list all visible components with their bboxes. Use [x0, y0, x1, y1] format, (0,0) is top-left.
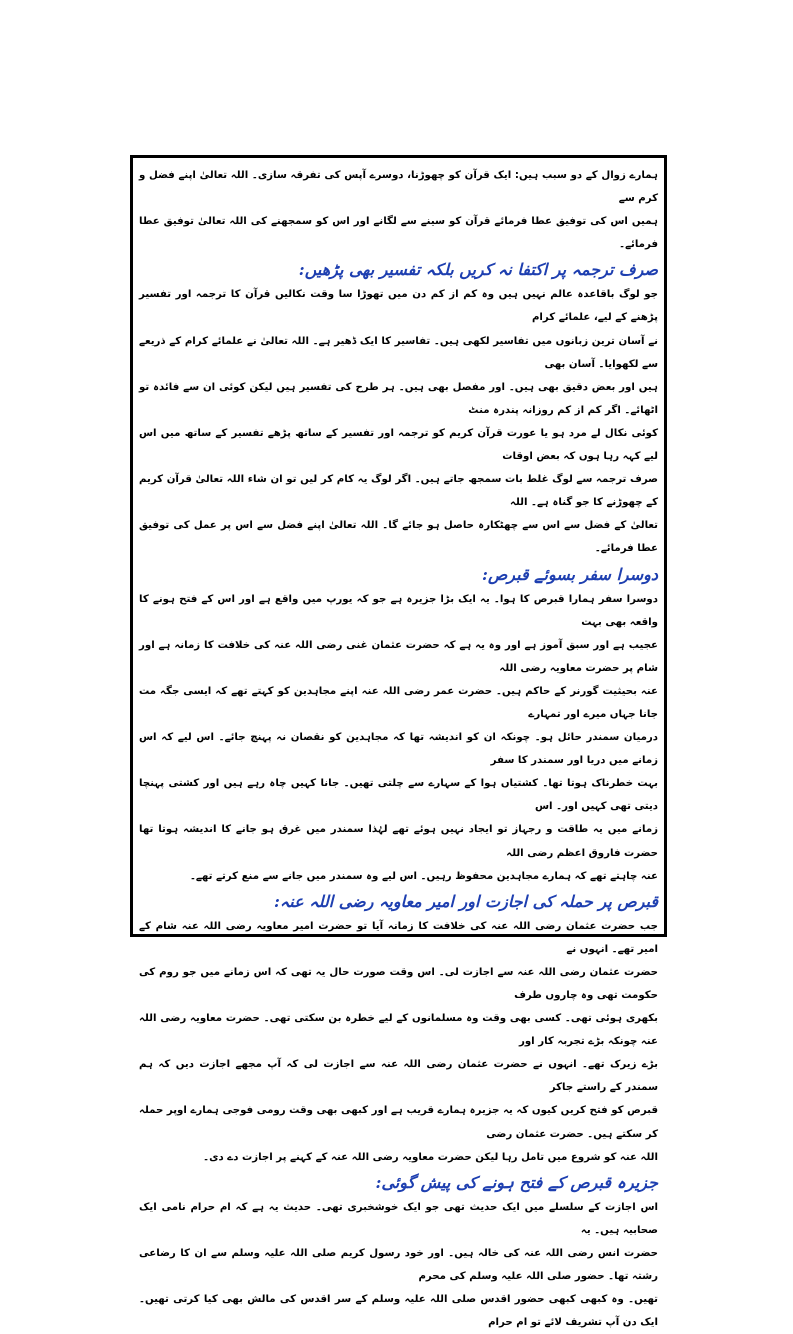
paragraph-line: بہت خطرناک ہوتا تھا۔ کشتیاں ہوا کے سہارے سے چلتی تھیں۔ جانا کہیں چاہ رہے ہیں اور کشتی پہنچا دیتی تھی کہیں اور۔ اس: [139, 778, 658, 813]
paragraph-line: کوئی نکال لے مرد ہو یا عورت قرآن کریم کو ترجمہ اور تفسیر کے ساتھ پڑھے تفسیر کے ساتھ میں اس لیے کہہ رہا ہوں کہ بعض اوقات: [139, 427, 658, 463]
paragraph-line: حضرت انس رضی اللہ عنہ کی خالہ ہیں۔ اور خود رسول کریم صلی اللہ علیہ وسلم سے ان کا رضاعی رشتہ تھا۔ حضور صلی اللہ علیہ وسلم کی محرم: [139, 1247, 658, 1283]
paragraph-line: درمیان سمندر حائل ہو۔ چونکہ ان کو اندیشہ تھا کہ مجاہدین کو نقصان نہ پہنچ جائے۔ اس لیے کہ اس زمانے میں دریا اور سمندر کا سفر: [139, 732, 658, 767]
paragraph-line: بڑے زیرک تھے۔ انہوں نے حضرت عثمان رضی اللہ عنہ سے اجازت لی کہ آپ مجھے اجازت دیں کہ ہم سمندر کے راستے جاکر: [139, 1059, 658, 1094]
paragraph-line: اللہ عنہ کو شروع میں تامل رہا لیکن حضرت معاویہ رضی اللہ عنہ کے کہنے پر اجازت دے دی۔: [203, 1151, 658, 1163]
page-border-frame: [130, 155, 667, 1329]
intro-line: ہمیں اس کی توفیق عطا فرمائے قرآن کو سینے سے لگانے اور اس کو سمجھنے کی اللہ تعالیٰ توفیق عطا فرمائے۔: [139, 216, 658, 251]
paragraph-line: عنہ چاہتے تھے کہ ہمارے مجاہدین محفوظ رہیں۔ اس لیے وہ سمندر میں جانے سے منع کرتے تھے۔: [189, 870, 658, 882]
paragraph-line: نے آسان ترین زبانوں میں تفاسیر لکھی ہیں۔ تفاسیر کا ایک ڈھیر ہے۔ اللہ تعالیٰ نے علمائے کرام کے ذریعے سے لکھوایا۔ آسان بھی: [139, 335, 658, 370]
paragraph-line: زمانے میں یہ طاقت و رجہاز تو ایجاد نہیں ہوئے تھے لہٰذا سمندر میں غرق ہو جانے کا اندیشہ ہوتا تھا حضرت فاروق اعظم رضی اللہ: [139, 824, 658, 859]
section-heading-prophecy: جزیرہ قبرص کے فتح ہونے کی پیش گوئی:: [375, 1172, 658, 1192]
paragraph-line: حضرت عثمان رضی اللہ عنہ سے اجازت لی۔ اس وقت صورت حال یہ تھی کہ اس زمانے میں جو روم کی حکومت تھی وہ چاروں طرف: [139, 966, 658, 1001]
paragraph-line: بکھری ہوئی تھی۔ کسی بھی وقت وہ مسلمانوں کے لیے خطرہ بن سکتی تھی۔ حضرت معاویہ رضی اللہ عنہ چونکہ بڑے تجربہ کار اور: [139, 1013, 658, 1048]
paragraph-line: ہیں اور بعض دقیق بھی ہیں۔ اور مفصل بھی ہیں۔ ہر طرح کی تفسیر ہیں لیکن کوئی ان سے فائدہ تو اٹھائے۔ اگر کم از کم روزانہ پندرہ منٹ: [139, 381, 658, 416]
section-heading-attack-permission: قبرص پر حملہ کی اجازت اور امیر معاویہ رضی اللہ عنہ:: [274, 891, 658, 911]
paragraph-line: صرف ترجمہ سے لوگ غلط بات سمجھ جاتے ہیں۔ اگر لوگ یہ کام کر لیں تو ان شاء اللہ تعالیٰ قرآن کریم کے چھوڑنے کا جو گناہ ہے۔ اللہ: [139, 474, 658, 509]
paragraph-line: تعالیٰ کے فضل سے اس سے چھٹکارہ حاصل ہو جائے گا۔ اللہ تعالیٰ اپنے فضل سے اس پر عمل کی توفیق عطا فرمائے۔: [139, 520, 658, 555]
section-heading-cyprus-journey: دوسرا سفر بسوئے قبرص:: [482, 564, 658, 584]
page-body: [139, 164, 658, 1329]
intro-line: ہمارے زوال کے دو سبب ہیں: ایک قرآن کو چھوڑنا، دوسرے آپس کی تفرقہ سازی۔ اللہ تعالیٰ اپنے فضل و کرم سے: [139, 170, 658, 205]
paragraph-line: عنہ بحیثیت گورنر کے حاکم ہیں۔ حضرت عمر رضی اللہ عنہ اپنے مجاہدین کو کہتے تھے کہ ایسی جگہ مت جانا جہاں میرے اور تمہارے: [139, 685, 658, 720]
section-heading-tafseer: صرف ترجمہ پر اکتفا نہ کریں بلکہ تفسیر بھی پڑھیں:: [298, 260, 658, 280]
paragraph-line: عجیب ہے اور سبق آموز ہے اور وہ یہ ہے کہ حضرت عثمان غنی رضی اللہ عنہ کی خلافت کا زمانہ ہے اور شام پر حضرت معاویہ رضی اللہ: [139, 639, 658, 674]
paragraph-line: جو لوگ باقاعدہ عالم نہیں ہیں وہ کم از کم دن میں تھوڑا سا وقت نکالیں قرآن کا ترجمہ اور تفسیر پڑھنے کے لیے، علمائے کرام: [139, 289, 658, 324]
paragraph-line: تھیں۔ وہ کبھی کبھی حضور اقدس صلی اللہ علیہ وسلم کے سر اقدس کی مالش بھی کیا کرتی تھیں۔ ایک دن آپ تشریف لائے تو ام حرام: [139, 1294, 658, 1329]
paragraph-line: اس اجازت کے سلسلے میں ایک حدیث تھی جو ایک خوشخبری تھی۔ حدیث یہ ہے کہ ام حرام نامی ایک صحابیہ ہیں۔ یہ: [139, 1201, 658, 1236]
paragraph-line: قبرص کو فتح کریں کیوں کہ یہ جزیرہ ہمارے قریب ہے اور کبھی بھی وقت رومی فوجی ہمارے اوپر حملہ کر سکتے ہیں۔ حضرت عثمان رضی: [139, 1105, 658, 1140]
paragraph-line: دوسرا سفر ہمارا قبرص کا ہوا۔ یہ ایک بڑا جزیرہ ہے جو کہ یورپ میں واقع ہے اور اس کے فتح ہونے کا واقعہ بھی بہت: [139, 593, 658, 628]
paragraph-line: جب حضرت عثمان رضی اللہ عنہ کی خلافت کا زمانہ آیا تو حضرت امیر معاویہ رضی اللہ عنہ شام کے امیر تھے۔ انہوں نے: [139, 920, 658, 955]
